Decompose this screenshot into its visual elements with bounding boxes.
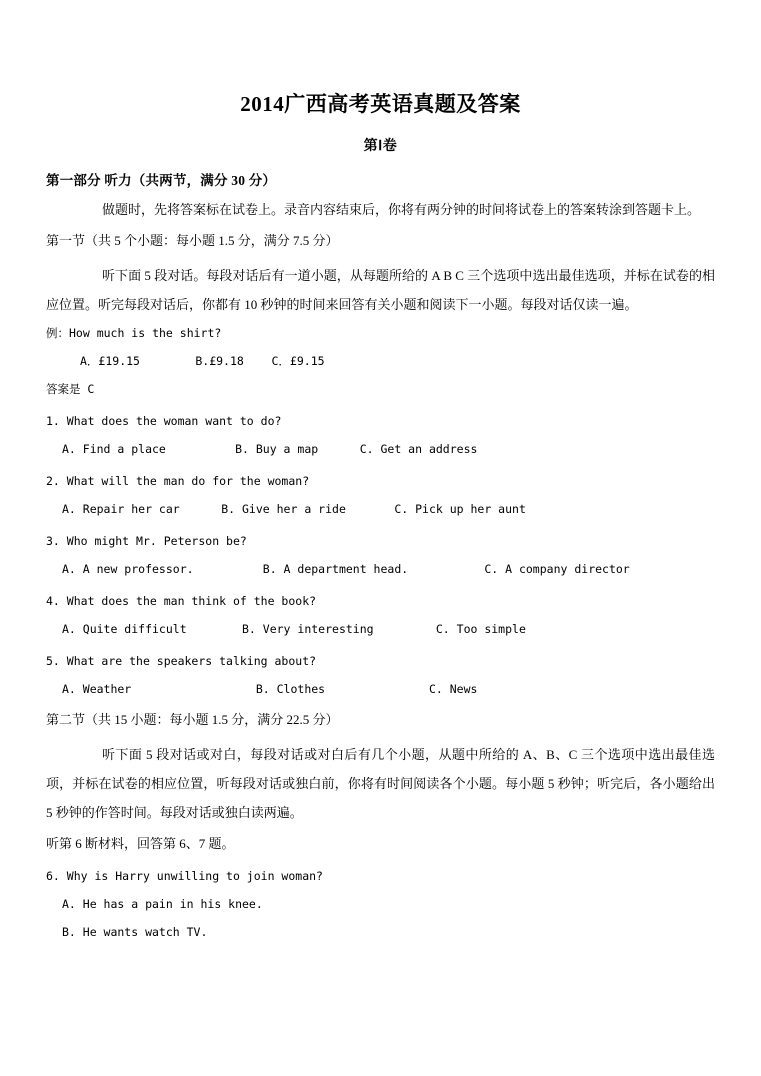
paper-section-label: 第Ⅰ卷 xyxy=(363,139,398,154)
question-block-2 xyxy=(46,467,715,523)
question-text: What are the speakers talking about? xyxy=(66,654,317,668)
example-question: 例：How much is the shirt? xyxy=(46,326,222,340)
section-one-heading: 第一节（共 5 个小题：每小题 1.5 分，满分 7.5 分） xyxy=(46,233,339,248)
question-option-b: B. He wants watch TV. xyxy=(62,925,208,939)
question-text: Why is Harry unwilling to join woman? xyxy=(66,869,323,883)
question-stem xyxy=(46,587,715,615)
section-one-intro: 听下面 5 段对话。每段对话后有一道小题，从每题所给的 A B C 三个选项中选出最佳选项，并标在试卷的相应位置。听完每段对话后，你都有 10 秒钟的时间来回答有关小题和阅读下一小题。每段对话仅读一遍。 xyxy=(46,268,715,312)
question-stem xyxy=(46,407,715,435)
question-block-5 xyxy=(46,647,715,703)
material-6-7-label: 听第 6 断材料，回答第 6、7 题。 xyxy=(46,836,235,851)
part-one-heading: 第一部分 听力（共两节，满分 30 分） xyxy=(46,173,277,188)
page-title: 2014广西高考英语真题及答案 xyxy=(240,92,521,116)
section-two-intro: 听下面 5 段对话或对白，每段对话或对白后有几个小题，从题中所给的 A、B、C 三个选项中选出最佳选项，并标在试卷的相应位置，听每段对话或独白前，你将有时间阅读各个小题。每小题 5 秒钟；听完后，各小题给出 5 秒钟的作答时间。每段对话或独白读两遍。 xyxy=(46,747,715,820)
question-stem xyxy=(46,527,715,555)
question-options: A. A new professor. B. A department head. C. A company director xyxy=(62,562,630,576)
question-number: 2. xyxy=(46,474,60,488)
question-text: What does the man think of the book? xyxy=(66,594,317,608)
question-number: 3. xyxy=(46,534,60,548)
part-one-intro: 做题时，先将答案标在试卷上。录音内容结束后，你将有两分钟的时间将试卷上的答案转涂到答题卡上。 xyxy=(102,202,701,217)
example-answer: 答案是 C xyxy=(46,382,95,396)
question-options: A. Find a place B. Buy a map C. Get an address xyxy=(62,442,478,456)
question-number: 4. xyxy=(46,594,60,608)
question-stem xyxy=(46,647,715,675)
question-number: 5. xyxy=(46,654,60,668)
example-options: A．£19.15 B.£9.18 C．£9.15 xyxy=(80,354,325,368)
question-text: What does the woman want to do? xyxy=(66,414,282,428)
question-text: Who might Mr. Peterson be? xyxy=(66,534,247,548)
question-options: A. Quite difficult B. Very interesting C. Too simple xyxy=(62,622,526,636)
question-number: 1. xyxy=(46,414,60,428)
question-block-6 xyxy=(46,862,715,946)
question-text: What will the man do for the woman? xyxy=(66,474,310,488)
section-two-heading: 第二节（共 15 小题：每小题 1.5 分，满分 22.5 分） xyxy=(46,712,339,727)
question-block-1 xyxy=(46,407,715,463)
question-block-4 xyxy=(46,587,715,643)
question-stem xyxy=(46,862,715,890)
question-option-a: A. He has a pain in his knee. xyxy=(62,897,263,911)
question-stem xyxy=(46,467,715,495)
question-number: 6. xyxy=(46,869,60,883)
question-options: A. Repair her car B. Give her a ride C. Pick up her aunt xyxy=(62,502,526,516)
question-block-3 xyxy=(46,527,715,583)
question-options: A. Weather B. Clothes C. News xyxy=(62,682,478,696)
